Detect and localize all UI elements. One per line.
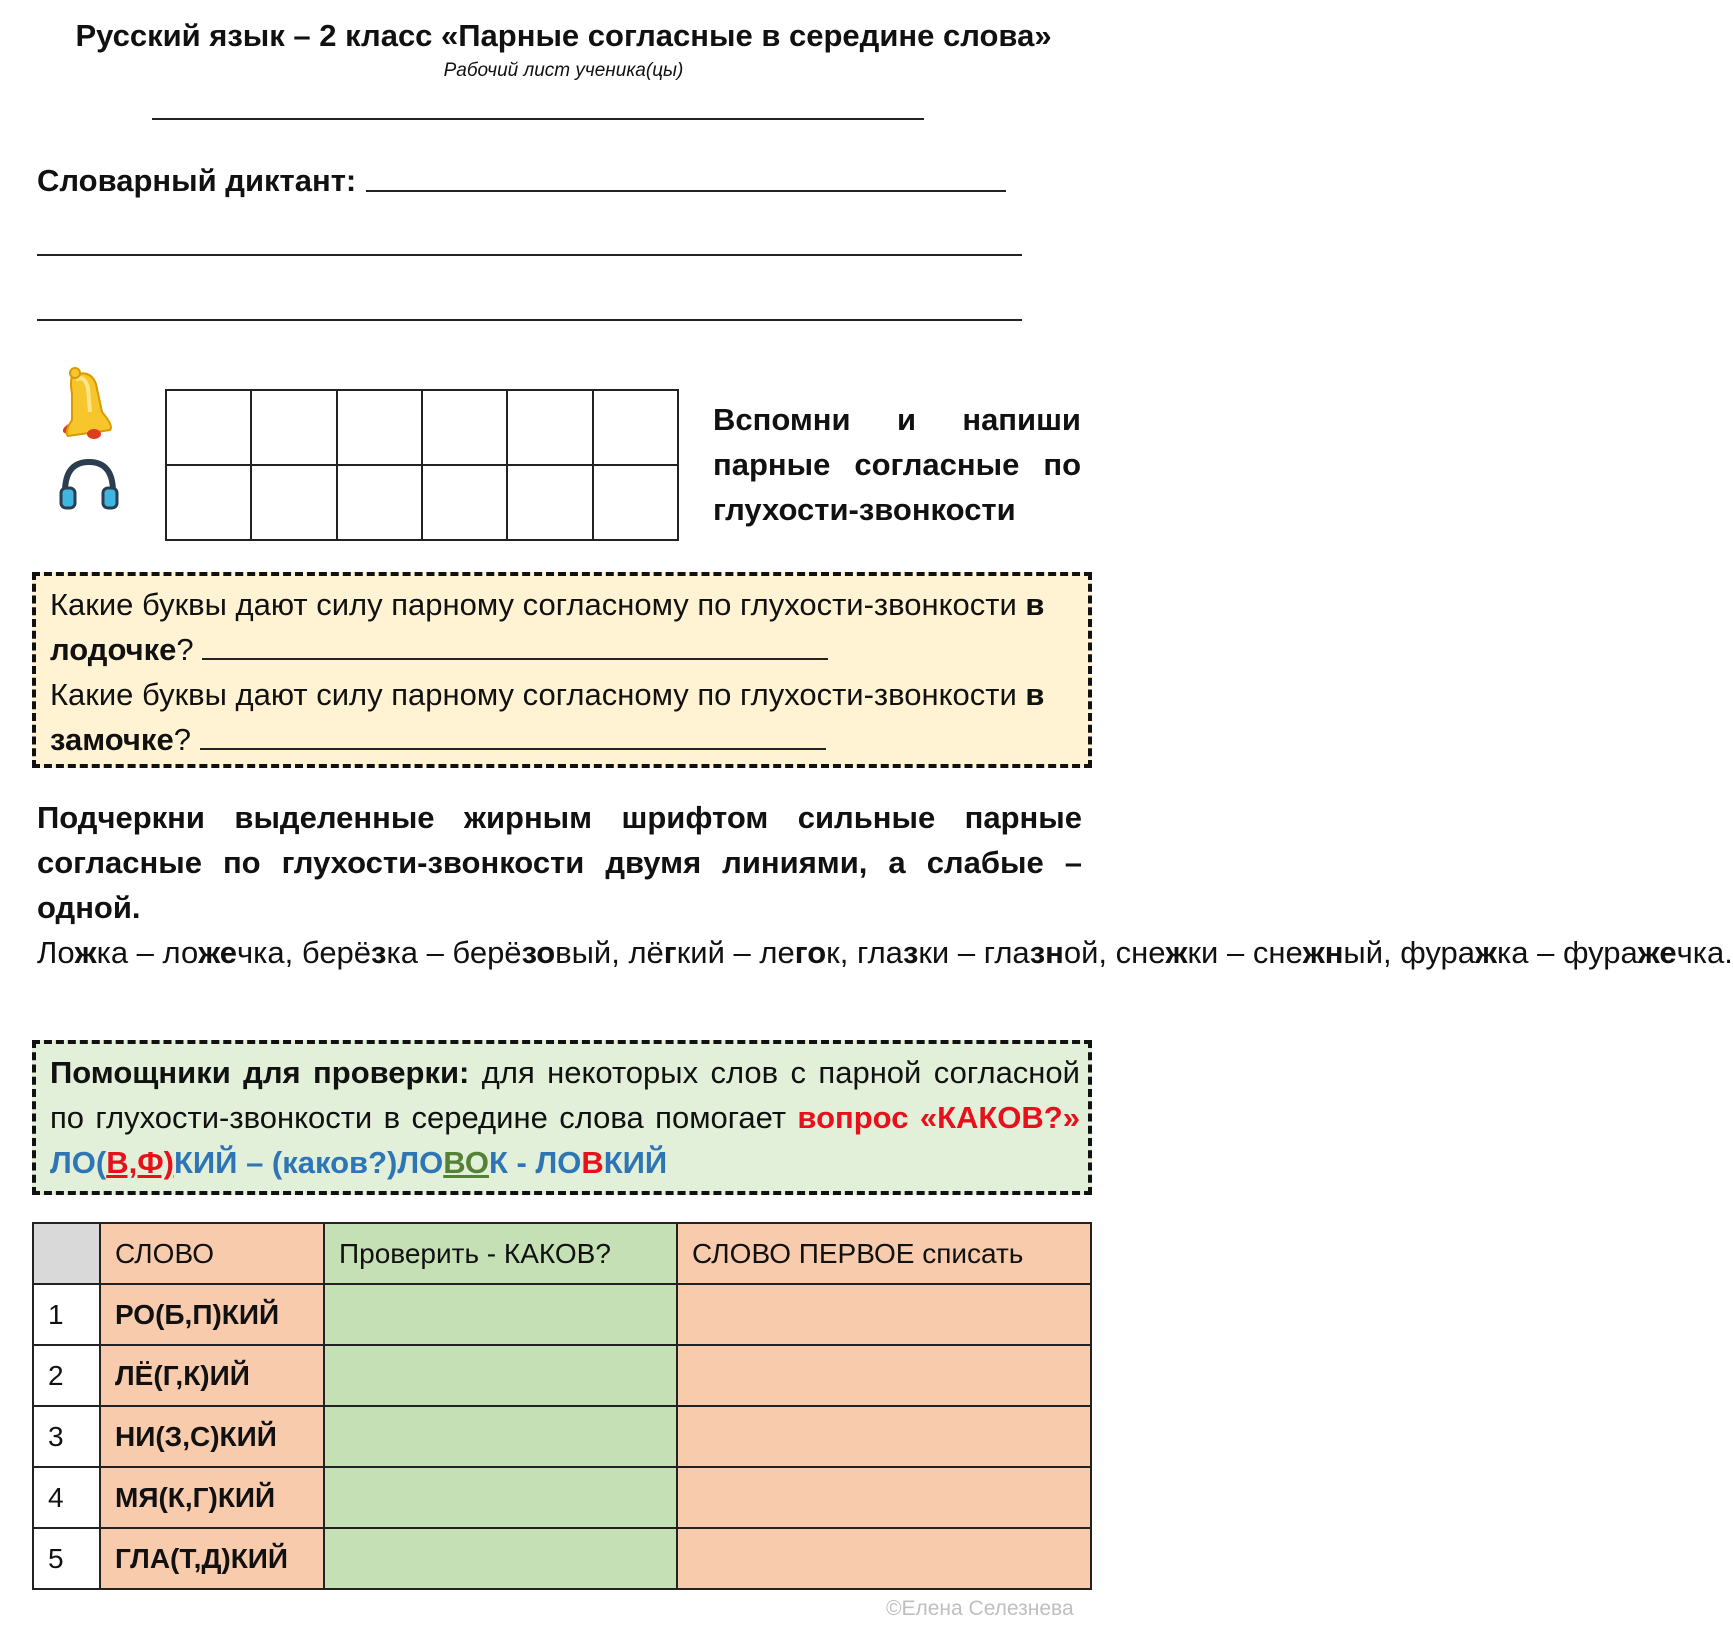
row-number: 1 xyxy=(33,1284,100,1345)
word-part: ка – xyxy=(386,935,453,970)
word-item xyxy=(1400,935,1563,970)
example-letters: В,Ф) xyxy=(106,1145,174,1180)
table-row xyxy=(33,1467,1091,1528)
pairs-task-text: Вспомни и напиши парные согласные по глухости-звонкости xyxy=(713,402,1081,527)
word-part: чка, xyxy=(237,935,302,970)
grid-cell[interactable] xyxy=(251,465,336,540)
words-table xyxy=(32,1222,1092,1590)
underline-instruction: Подчеркни выделенные жирным шрифтом сильные парные согласные по глухости-звонкости двумя линиями, а слабые – одной. xyxy=(37,800,1082,925)
student-name-line[interactable] xyxy=(152,118,924,120)
word-item xyxy=(37,935,163,970)
question-box xyxy=(32,572,1092,768)
check-cell[interactable] xyxy=(324,1345,677,1406)
word-item xyxy=(1253,935,1400,970)
header-num xyxy=(33,1223,100,1284)
grid-cell[interactable] xyxy=(593,390,678,465)
consonant-pairs-grid xyxy=(165,389,679,541)
example-letter: В xyxy=(581,1145,604,1180)
check-cell[interactable] xyxy=(324,1284,677,1345)
header-word: СЛОВО xyxy=(100,1223,324,1284)
copy-cell[interactable] xyxy=(677,1528,1091,1589)
helper-label: Помощники для проверки: xyxy=(50,1055,470,1090)
grid-cell[interactable] xyxy=(166,465,251,540)
dictation-line-2[interactable] xyxy=(37,254,1022,256)
row-number: 4 xyxy=(33,1467,100,1528)
dictation-line-1[interactable] xyxy=(366,190,1006,192)
helper-box xyxy=(32,1040,1092,1195)
table-row xyxy=(33,1284,1091,1345)
word-item xyxy=(302,935,453,970)
question-1 xyxy=(50,582,1080,672)
word-part: Ло xyxy=(37,935,75,970)
word-item xyxy=(628,935,759,970)
word-highlight[interactable]: з xyxy=(902,935,919,970)
page-title: Русский язык – 2 класс «Парные согласные в середине слова» xyxy=(75,18,1052,53)
header-check: Проверить - КАКОВ? xyxy=(324,1223,677,1284)
underline-task xyxy=(37,795,1733,975)
helper-text xyxy=(50,1050,1080,1185)
word-item xyxy=(984,935,1116,970)
word-part: ле xyxy=(759,935,795,970)
word-part: фура xyxy=(1562,935,1638,970)
bell-icon xyxy=(62,364,120,442)
word-part: к, xyxy=(826,935,857,970)
answer-line-1[interactable] xyxy=(202,628,828,660)
question-2 xyxy=(50,672,1080,762)
word-part: фура xyxy=(1400,935,1476,970)
row-number: 5 xyxy=(33,1528,100,1589)
grid-cell[interactable] xyxy=(422,390,507,465)
word-highlight[interactable]: зо xyxy=(521,935,556,970)
word-part: ка – xyxy=(1497,935,1563,970)
helper-body: для некоторых слов с парной согласной по глухости-звонкости в середине слова помогает xyxy=(50,1055,1080,1135)
word-item xyxy=(857,935,984,970)
word-pairs-list xyxy=(37,930,1733,975)
check-cell[interactable] xyxy=(324,1528,677,1589)
word-part: ой, xyxy=(1063,935,1116,970)
question-2-bold: в замочке xyxy=(50,677,1045,757)
word-highlight[interactable]: ж xyxy=(1475,935,1498,970)
row-number: 3 xyxy=(33,1406,100,1467)
copyright: ©Елена Селезнева xyxy=(886,1597,1074,1620)
word-item xyxy=(452,935,628,970)
helper-example xyxy=(50,1145,667,1180)
word-part: берё xyxy=(301,935,372,970)
copy-cell[interactable] xyxy=(677,1467,1091,1528)
grid-row xyxy=(166,465,678,540)
row-number: 2 xyxy=(33,1345,100,1406)
word-item xyxy=(1116,935,1253,970)
dictation-label: Словарный диктант: xyxy=(37,163,357,198)
word-part: берё xyxy=(452,935,522,970)
word-item xyxy=(1563,935,1733,970)
word-part: сне xyxy=(1115,935,1166,970)
row-word: МЯ(К,Г)КИЙ xyxy=(100,1467,324,1528)
question-1-bold: в лодочке xyxy=(50,587,1045,667)
row-word: ГЛА(Т,Д)КИЙ xyxy=(100,1528,324,1589)
word-part: ый, xyxy=(1343,935,1401,970)
page-subtitle: Рабочий лист ученика(цы) xyxy=(443,60,684,81)
grid-cell[interactable] xyxy=(337,465,422,540)
headphones-icon xyxy=(59,458,119,510)
copy-cell[interactable] xyxy=(677,1345,1091,1406)
grid-cell[interactable] xyxy=(422,465,507,540)
helper-question: вопрос «КАКОВ?» xyxy=(797,1100,1080,1135)
word-highlight[interactable]: ж xyxy=(1165,935,1188,970)
word-part: лё xyxy=(628,935,664,970)
word-highlight[interactable]: г xyxy=(663,935,677,970)
row-word: ЛЁ(Г,К)ИЙ xyxy=(100,1345,324,1406)
word-highlight[interactable]: же xyxy=(198,935,238,970)
table-row xyxy=(33,1345,1091,1406)
check-cell[interactable] xyxy=(324,1467,677,1528)
answer-line-2[interactable] xyxy=(200,718,826,750)
word-part: ка – xyxy=(96,935,163,970)
word-part: гла xyxy=(856,935,903,970)
grid-cell[interactable] xyxy=(593,465,678,540)
word-highlight[interactable]: же xyxy=(1637,935,1677,970)
word-item xyxy=(163,935,302,970)
word-part: кий – xyxy=(676,935,760,970)
table-row xyxy=(33,1528,1091,1589)
grid-cell[interactable] xyxy=(251,390,336,465)
question-2-mark: ? xyxy=(173,722,191,757)
word-highlight[interactable]: ж xyxy=(74,935,97,970)
dictation-line-3[interactable] xyxy=(37,319,1022,321)
question-1-mark: ? xyxy=(176,632,194,667)
word-highlight[interactable]: жн xyxy=(1302,935,1344,970)
word-part: гла xyxy=(983,935,1030,970)
word-part: ло xyxy=(162,935,199,970)
word-highlight[interactable]: го xyxy=(794,935,827,970)
row-word: НИ(З,С)КИЙ xyxy=(100,1406,324,1467)
check-cell[interactable] xyxy=(324,1406,677,1467)
word-highlight[interactable]: зн xyxy=(1029,935,1064,970)
example-part: ЛО( xyxy=(50,1145,107,1180)
word-highlight[interactable]: з xyxy=(371,935,387,970)
grid-cell[interactable] xyxy=(166,390,251,465)
word-part: чка. xyxy=(1676,935,1733,970)
example-part: КИЙ – (каков?)ЛО xyxy=(173,1145,444,1180)
grid-cell[interactable] xyxy=(507,390,592,465)
example-part: К - ЛО xyxy=(488,1145,582,1180)
word-part: ки – xyxy=(1187,935,1253,970)
header-copy: СЛОВО ПЕРВОЕ списать xyxy=(677,1223,1091,1284)
table-header-row xyxy=(33,1223,1091,1284)
grid-cell[interactable] xyxy=(337,390,422,465)
question-1-text: Какие буквы дают силу парному согласному по глухости-звонкости xyxy=(50,587,1017,622)
question-2-text: Какие буквы дают силу парному согласному по глухости-звонкости xyxy=(50,677,1017,712)
grid-cell[interactable] xyxy=(507,465,592,540)
word-part: вый, xyxy=(555,935,629,970)
word-part: сне xyxy=(1252,935,1303,970)
example-check-letters: ВО xyxy=(443,1145,489,1180)
word-item xyxy=(759,935,857,970)
copy-cell[interactable] xyxy=(677,1284,1091,1345)
word-part: ки – xyxy=(918,935,984,970)
grid-row xyxy=(166,390,678,465)
row-word: РО(Б,П)КИЙ xyxy=(100,1284,324,1345)
table-row xyxy=(33,1406,1091,1467)
copy-cell[interactable] xyxy=(677,1406,1091,1467)
example-part: КИЙ xyxy=(603,1145,668,1180)
